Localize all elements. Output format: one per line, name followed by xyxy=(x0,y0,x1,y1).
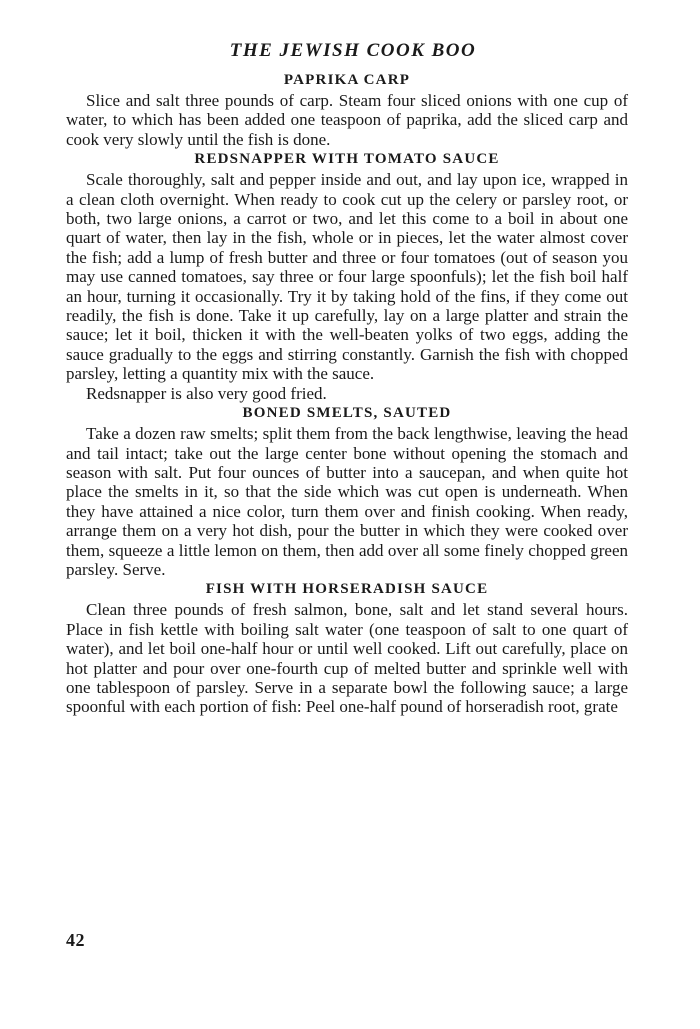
recipe-title: BONED SMELTS, SAUTED xyxy=(242,405,452,422)
page-number: 42 xyxy=(66,930,85,950)
recipe-redsnapper-tomato-sauce xyxy=(66,149,628,403)
book-page xyxy=(66,38,628,717)
recipe-title: REDSNAPPER WITH TOMATO SAUCE xyxy=(194,151,500,168)
recipe-paragraph: Slice and salt three pounds of carp. Steam four sliced onions with one cup of water, to which has been added one teaspoon of paprika, add the sliced carp and cook very slowly until the fish is done. xyxy=(66,91,628,149)
recipe-title: FISH WITH HORSERADISH SAUCE xyxy=(205,581,489,598)
recipe-paragraph: Scale thoroughly, salt and pepper inside and out, and lay upon ice, wrapped in a clean cloth overnight. When ready to cook cut up the celery or parsley root, or both, two large onions, a carrot or two, and let this come to a boil in about one quart of water, then lay in the fish, whole or in pieces, let the water almost cover the fish; add a lump of fresh butter and three or four tomatoes (out of season you may use canned tomatoes, say three or four large spoonfuls); let the fish boil half an hour, turning it occasionally. Try it by taking hold of the fins, if they come out readily, the fish is done. Take it up carefully, lay on a large platter and strain the sauce; let it boil, thicken it with the well-beaten yolks of two eggs, adding the sauce gradually to the eggs and stirring constantly. Garnish the fish with chopped parsley, letting a quantity mix with the sauce. xyxy=(66,170,628,384)
recipe-fish-horseradish-sauce xyxy=(66,579,628,716)
running-head: THE JEWISH COOK BOO xyxy=(229,40,477,61)
recipe-paragraph: Take a dozen raw smelts; split them from the back lengthwise, leaving the head and tail intact; take out the large center bone without opening the stomach and season with salt. Put four ounces of butter into a saucepan, and when quite hot place the smelts in it, so that the side which was cut open is underneath. When they have attained a nice color, turn them over and finish cooking. When ready, arrange them on a very hot dish, pour the butter in which they were cooked over them, squeeze a little lemon on them, then add over all some finely chopped green parsley. Serve. xyxy=(66,424,628,579)
recipe-paragraph: Clean three pounds of fresh salmon, bone, salt and let stand several hours. Place in fish kettle with boiling salt water (one teaspoon of salt to one quart of water), and let boil one-half hour or until well cooked. Lift out carefully, place on hot platter and pour over one-fourth cup of melted butter and sprinkle well with one tablespoon of parsley. Serve in a separate bowl the following sauce; a large spoonful with each portion of fish: Peel one-half pound of horseradish root, grate xyxy=(66,600,628,717)
recipe-boned-smelts-sauted xyxy=(66,403,628,579)
recipe-paragraph: Redsnapper is also very good fried. xyxy=(86,383,327,403)
recipe-title: PAPRIKA CARP xyxy=(283,72,411,88)
recipe-paprika-carp xyxy=(66,70,628,149)
